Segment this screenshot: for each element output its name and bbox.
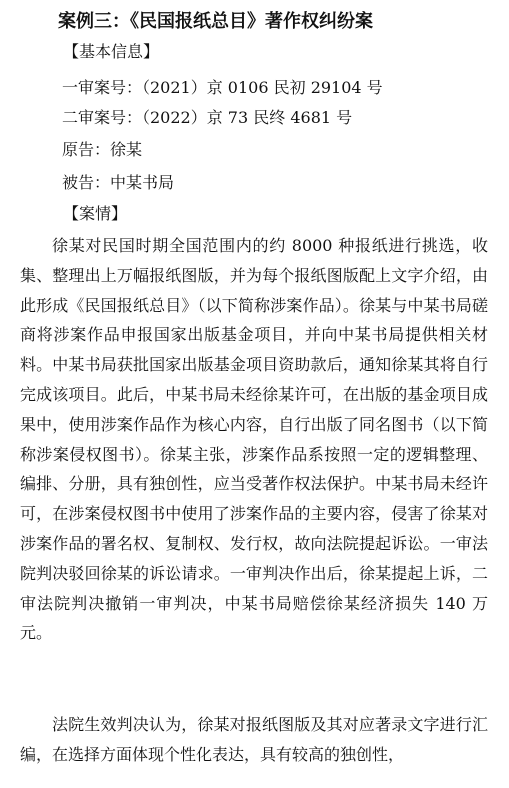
first-instance-case-number: 一审案号：（2021）京 0106 民初 29104 号 — [62, 78, 383, 97]
case-facts-paragraph: 徐某对民国时期全国范围内的约 8000 种报纸进行挑选，收集、整理出上万幅报纸图版，并为每个报纸图版配上文字介绍，由此形成《民国报纸总目》（以下简称涉案作品）。徐某与中某书局磋商将涉案作品申报国家出版基金项目，并向中某书局提供相关材料。中某书局获批国家出版基金项目资助款后，通知徐某其将自行完成该项目。此后，中某书局未经徐某许可，在出版的基金项目成果中，使用涉案作品作为核心内容，自行出版了同名图书（以下简称涉案侵权图书）。徐某主张，涉案作品系按照一定的逻辑整理、编排、分册，具有独创性，应当受著作权法保护。中某书局未经许可，在涉案侵权图书中使用了涉案作品的主要内容，侵害了徐某对涉案作品的署名权、复制权、发行权，故向法院提起诉讼。一审法院判决驳回徐某的诉讼请求。一审判决作出后，徐某提起上诉，二审法院判决撤销一审判决，中某书局赔偿徐某经济损失 140 万元。 — [20, 236, 488, 643]
court-ruling-paragraph: 法院生效判决认为，徐某对报纸图版及其对应著录文字进行汇编，在选择方面体现个性化表达，具有较高的独创性， — [20, 715, 488, 764]
second-instance-case-number: 二审案号：（2022）京 73 民终 4681 号 — [62, 108, 353, 127]
plaintiff-line: 原告：徐某 — [62, 140, 143, 159]
defendant-line: 被告：中某书局 — [62, 173, 175, 192]
case-facts-heading: 【案情】 — [63, 204, 128, 223]
basic-info-heading: 【基本信息】 — [63, 42, 160, 61]
case-title: 案例三：《民国报纸总目》著作权纠纷案 — [58, 11, 373, 32]
